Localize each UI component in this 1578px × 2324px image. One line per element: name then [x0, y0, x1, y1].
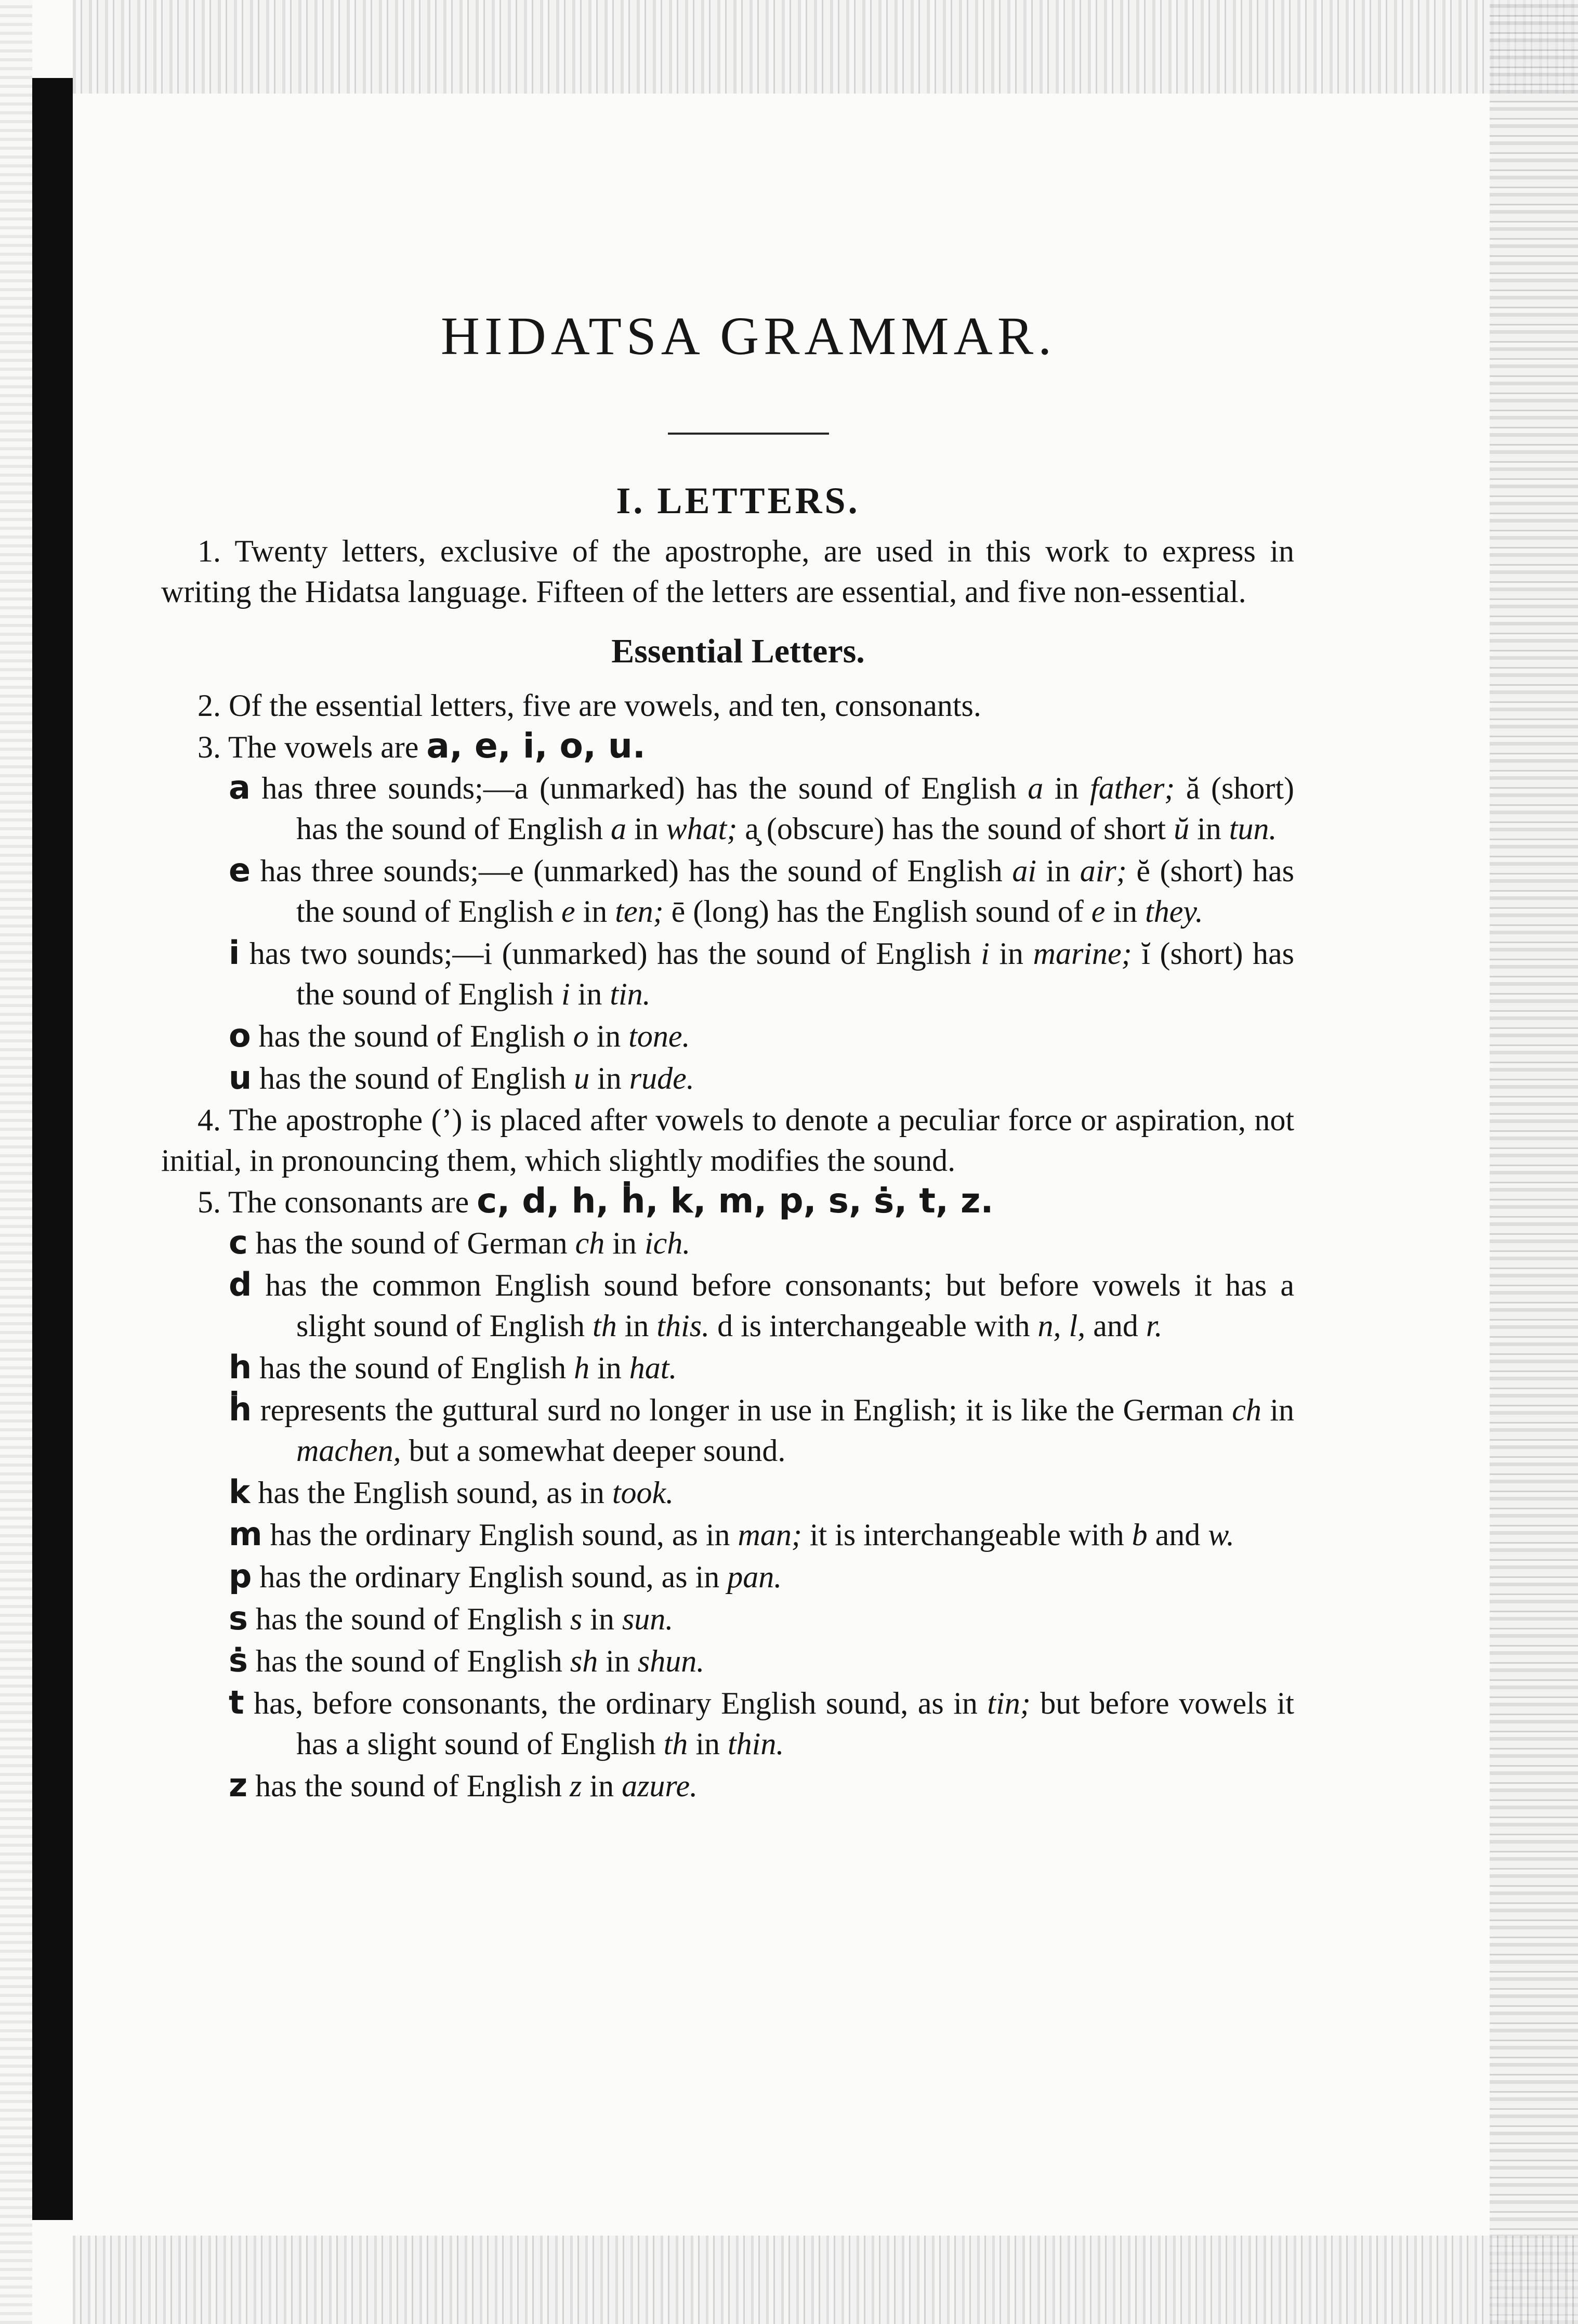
- consonant-entry: [161, 1222, 1294, 1263]
- description-text: and: [1147, 1517, 1208, 1552]
- example-word: th: [663, 1726, 688, 1761]
- paragraph-1: 1. Twenty letters, exclusive of the apostrophe, are used in this work to express in writing the Hidatsa language. Fifteen of the letters are essential, and five non-essential.: [161, 533, 1294, 609]
- consonant-entry: [161, 1347, 1294, 1388]
- page-edge-left: [0, 0, 32, 2324]
- example-word: u: [574, 1061, 590, 1095]
- example-word: e: [1091, 894, 1106, 929]
- example-word: w.: [1208, 1517, 1234, 1552]
- binding-shadow: [32, 78, 73, 2220]
- description-text: in: [1189, 811, 1229, 846]
- example-word: ich.: [644, 1225, 691, 1260]
- example-word: tun.: [1229, 811, 1277, 846]
- page-title: HIDATSA GRAMMAR.: [440, 306, 1057, 366]
- consonant-letter: p: [229, 1557, 252, 1595]
- example-word: rude.: [629, 1061, 694, 1095]
- description-text: in: [570, 976, 610, 1011]
- example-word: th: [593, 1308, 617, 1343]
- vowel-list: a, e, i, o, u.: [426, 725, 646, 766]
- vowel-letter: i: [229, 933, 240, 972]
- description-text: ă (short) has the sound of English: [296, 771, 1295, 846]
- description-text: in: [589, 1061, 629, 1095]
- description-text: ĕ (short) has the sound of English: [296, 853, 1294, 929]
- description-text: in: [616, 1308, 657, 1343]
- example-word: tin;: [987, 1686, 1031, 1720]
- description-text: but before vowels it has a slight sound of English: [296, 1686, 1294, 1761]
- vowel-letter: u: [229, 1058, 252, 1096]
- vowel-entry: [161, 933, 1294, 1014]
- description-text: in: [626, 811, 666, 846]
- example-word: shun.: [637, 1643, 705, 1678]
- example-word: ai: [1012, 853, 1036, 888]
- description-text: it is interchangeable with: [801, 1517, 1132, 1552]
- paragraph-5-lead: 5. The consonants are: [198, 1184, 477, 1219]
- description-text: in: [588, 1019, 629, 1053]
- example-word: took.: [612, 1475, 674, 1510]
- description-text: ĭ (short) has the sound of English: [296, 936, 1294, 1011]
- page-edge-right: [1490, 0, 1578, 2324]
- description-text: in: [582, 1768, 622, 1803]
- example-word: father;: [1089, 771, 1175, 805]
- example-word: what;: [666, 811, 738, 846]
- description-text: in: [989, 936, 1033, 971]
- example-word: thin.: [727, 1726, 784, 1761]
- consonant-entry: [161, 1640, 1294, 1681]
- section-heading: I. LETTERS.: [616, 480, 860, 522]
- description-text: represents the guttural surd no longer in use in English; it is like the German: [252, 1392, 1232, 1427]
- description-text: in: [604, 1225, 645, 1260]
- description-text: ē (long) has the English sound of: [663, 894, 1092, 929]
- paragraph-3-lead: 3. The vowels are: [198, 729, 427, 764]
- example-word: a: [610, 811, 626, 846]
- example-word: sh: [570, 1643, 598, 1678]
- example-word: i: [561, 976, 570, 1011]
- paragraph-4: 4. The apostrophe (’) is placed after vowels to denote a peculiar force or aspiration, not initial, in pronouncing them, which slightly modifies the sound.: [161, 1102, 1294, 1178]
- description-text: has the English sound, as in: [250, 1475, 612, 1510]
- description-text: has the common English sound before consonants; but before vowels it has a slight sound of English: [252, 1268, 1294, 1343]
- description-text: has two sounds;—i (unmarked) has the sound of English: [240, 936, 981, 971]
- consonant-letter: ḣ: [229, 1390, 252, 1428]
- description-text: in: [582, 1601, 622, 1636]
- description-text: has the sound of English: [251, 1019, 573, 1053]
- description-text: but a somewhat deeper sound.: [401, 1433, 786, 1468]
- consonant-letter: s: [229, 1599, 248, 1637]
- consonant-entry: [161, 1389, 1294, 1471]
- consonant-entry: [161, 1514, 1294, 1555]
- description-text: in: [589, 1350, 629, 1385]
- example-word: ch: [575, 1225, 605, 1260]
- description-text: in: [1261, 1392, 1294, 1427]
- description-text: in: [1105, 894, 1146, 929]
- paragraph-2: 2. Of the essential letters, five are vowels, and ten, consonants.: [198, 688, 981, 723]
- description-text: has the sound of English: [247, 1601, 570, 1636]
- page-content: [161, 307, 1294, 1807]
- example-word: n, l,: [1037, 1308, 1086, 1343]
- consonant-entries: [161, 1222, 1294, 1806]
- example-word: r.: [1146, 1308, 1163, 1343]
- consonant-letter: c: [229, 1223, 248, 1261]
- vowel-entry: [161, 1015, 1294, 1056]
- example-word: z: [570, 1768, 582, 1803]
- example-word: tin.: [610, 976, 651, 1011]
- page-edge-top: [73, 0, 1578, 94]
- example-word: ch: [1232, 1392, 1261, 1427]
- description-text: in: [1043, 771, 1090, 805]
- consonant-entry: [161, 1598, 1294, 1639]
- consonant-letter: z: [229, 1766, 248, 1804]
- description-text: in: [575, 894, 615, 929]
- consonant-entry: [161, 1556, 1294, 1597]
- example-word: i: [981, 936, 990, 971]
- consonant-entry: [161, 1765, 1294, 1806]
- paragraph-3: [161, 726, 1294, 767]
- consonant-letter: m: [229, 1514, 262, 1553]
- example-word: hat.: [629, 1350, 677, 1385]
- example-word: machen,: [296, 1433, 401, 1468]
- consonant-entry: [161, 1472, 1294, 1513]
- description-text: in: [1036, 853, 1080, 888]
- description-text: has three sounds;—a (unmarked) has the sound of English: [250, 771, 1028, 805]
- example-word: ŭ: [1174, 811, 1190, 846]
- example-word: they.: [1145, 894, 1203, 929]
- example-word: ten;: [615, 894, 664, 929]
- description-text: in: [598, 1643, 638, 1678]
- title-rule: [668, 433, 829, 435]
- page-edge-bottom: [73, 2236, 1578, 2324]
- example-word: this.: [656, 1308, 710, 1343]
- example-word: e: [561, 894, 575, 929]
- example-word: pan.: [727, 1559, 782, 1594]
- description-text: has the ordinary English sound, as in: [262, 1517, 738, 1552]
- description-text: has, before consonants, the ordinary English sound, as in: [244, 1686, 988, 1720]
- vowel-entry: [161, 1057, 1294, 1099]
- description-text: and: [1085, 1308, 1146, 1343]
- vowel-letter: a: [229, 768, 251, 806]
- example-word: tone.: [628, 1019, 690, 1053]
- description-text: a̧ (obscure) has the sound of short: [737, 811, 1174, 846]
- example-word: marine;: [1033, 936, 1132, 971]
- example-word: azure.: [622, 1768, 698, 1803]
- consonant-list: c, d, h, ḣ, k, m, p, s, ṡ, t, z.: [477, 1180, 994, 1221]
- example-word: s: [570, 1601, 583, 1636]
- description-text: has three sounds;—e (unmarked) has the sound of English: [251, 853, 1012, 888]
- vowel-entries: [161, 767, 1294, 1099]
- consonant-entry: [161, 1682, 1294, 1764]
- consonant-entry: [161, 1264, 1294, 1346]
- consonant-letter: h: [229, 1348, 252, 1386]
- description-text: has the ordinary English sound, as in: [252, 1559, 728, 1594]
- vowel-entry: [161, 850, 1294, 932]
- description-text: has the sound of English: [247, 1643, 570, 1678]
- example-word: a: [1028, 771, 1044, 805]
- description-text: d is interchangeable with: [709, 1308, 1038, 1343]
- vowel-entry: [161, 767, 1294, 849]
- description-text: has the sound of English: [247, 1768, 570, 1803]
- description-text: in: [688, 1726, 728, 1761]
- example-word: air;: [1080, 853, 1127, 888]
- example-word: o: [573, 1019, 589, 1053]
- subheading-essential-letters: Essential Letters.: [611, 632, 865, 670]
- example-word: b: [1132, 1517, 1148, 1552]
- example-word: h: [574, 1350, 590, 1385]
- example-word: man;: [738, 1517, 802, 1552]
- paragraph-5: [161, 1181, 1294, 1222]
- vowel-letter: e: [229, 851, 251, 889]
- consonant-letter: t: [229, 1683, 244, 1721]
- description-text: has the sound of English: [252, 1061, 574, 1095]
- description-text: has the sound of German: [247, 1225, 575, 1260]
- description-text: has the sound of English: [252, 1350, 574, 1385]
- vowel-letter: o: [229, 1016, 251, 1054]
- consonant-letter: k: [229, 1472, 251, 1511]
- consonant-letter: ṡ: [229, 1641, 248, 1679]
- example-word: sun.: [622, 1601, 674, 1636]
- consonant-letter: d: [229, 1265, 252, 1303]
